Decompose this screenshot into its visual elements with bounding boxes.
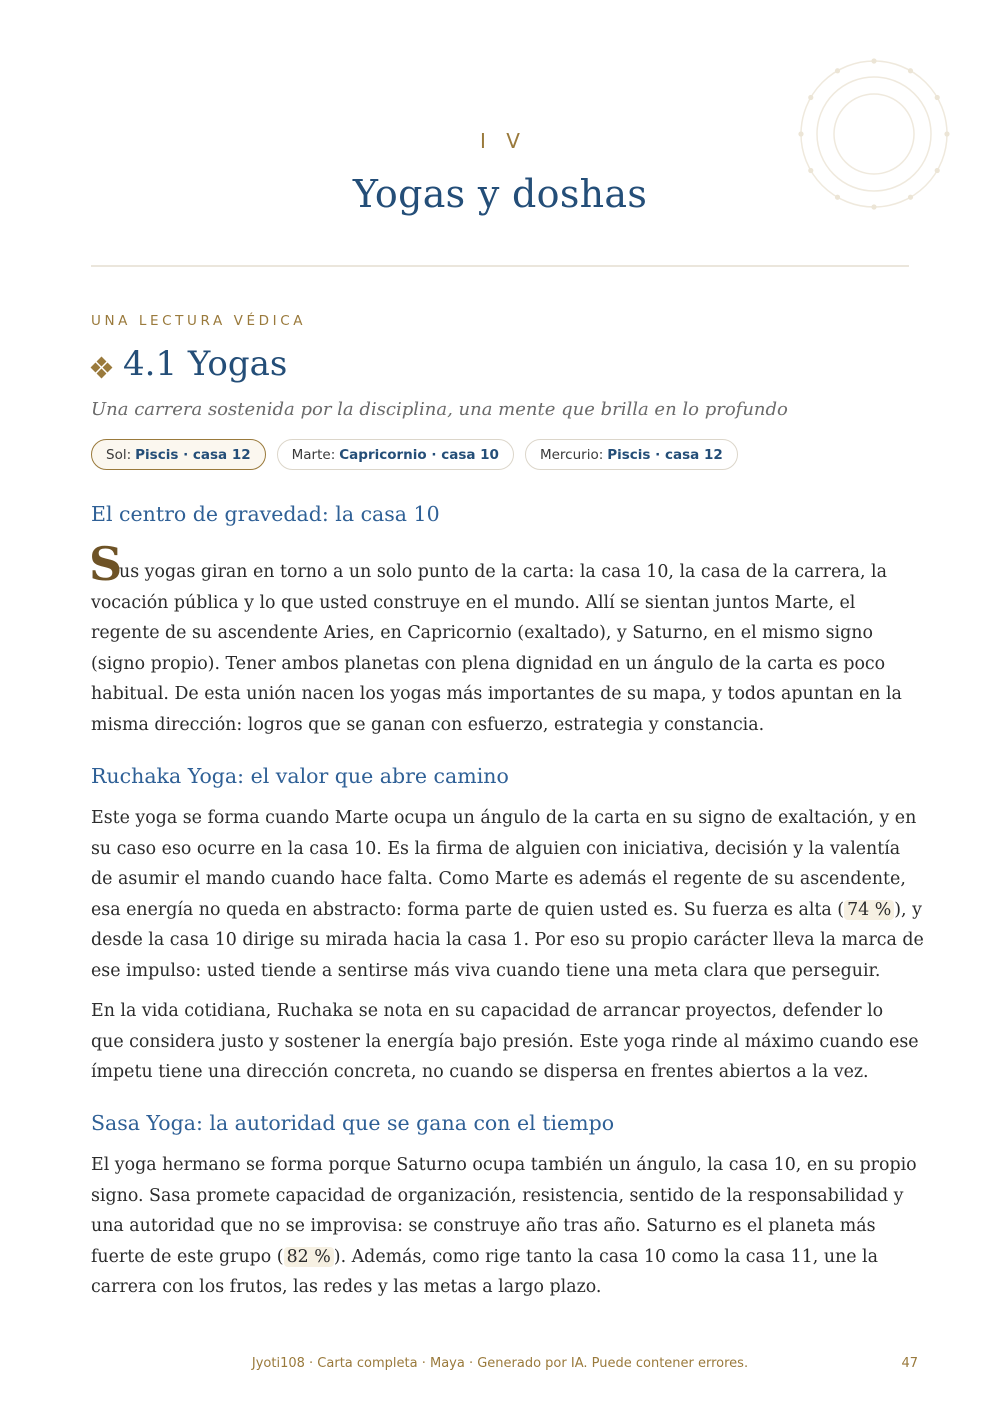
diamond-icon <box>91 357 113 379</box>
ornament-dot <box>835 68 840 73</box>
subheading-ruchaka: Ruchaka Yoga: el valor que abre camino <box>91 764 509 788</box>
section-kicker: UNA LECTURA VÉDICA <box>91 313 307 329</box>
text-line: El yoga hermano se forma porque Saturno ocupa también un ángulo, la casa 10, en su propio <box>91 1155 917 1175</box>
chapter-title: Yogas y doshas <box>352 172 648 216</box>
text-line: signo. Sasa promete capacidad de organización, resistencia, sentido de la responsabilidad y <box>91 1185 904 1206</box>
text-line: ese impulso: usted tiende a sentirse más viva cuando tiene una meta clara que perseguir. <box>91 960 881 981</box>
chip-sol[interactable] <box>91 439 266 470</box>
chip-label: Sol: <box>106 446 132 463</box>
chip-value: Piscis · casa 12 <box>607 446 723 463</box>
text-line: us yogas giran en torno a un solo punto de la carta: la casa 10, la casa de la carrera, la <box>119 562 887 582</box>
text-segment: ). Además, como rige tanto la casa 10 como la casa 11, une la <box>333 1246 878 1267</box>
text-line: que considera justo y sostener la energía bajo presión. Este yoga rinde al máximo cuando ese <box>91 1031 919 1052</box>
strength-badge: 74 % <box>844 900 894 920</box>
text-line: ímpetu tiene una dirección concreta, no cuando se dispersa en frentes abiertos a la vez. <box>91 1062 869 1083</box>
text-line: desde la casa 10 dirige su mirada hacia la casa 1. Por eso su propio carácter lleva la marca de <box>91 930 924 951</box>
chip-marte[interactable] <box>277 439 514 470</box>
section-heading <box>91 344 287 384</box>
text-line: su caso eso ocurre en la casa 10. Es la firma de alguien con iniciativa, decisión y la valentía <box>91 838 901 859</box>
text-line: En la vida cotidiana, Ruchaka se nota en su capacidad de arrancar proyectos, defender lo <box>91 1001 884 1021</box>
text-line: Este yoga se forma cuando Marte ocupa un ángulo de la carta en su signo de exaltación, y en <box>91 808 917 828</box>
text-segment: fuerte de este grupo ( <box>91 1246 284 1267</box>
text-line <box>91 1242 911 1273</box>
subheading-sasa: Sasa Yoga: la autoridad que se gana con el tiempo <box>91 1111 615 1135</box>
drop-cap: S <box>89 537 123 591</box>
chip-value: Piscis · casa 12 <box>135 446 251 463</box>
section-title: 4.1 Yogas <box>123 344 288 384</box>
chip-mercurio[interactable] <box>525 439 738 470</box>
strength-badge: 82 % <box>284 1247 334 1267</box>
page-number: 47 <box>901 1356 918 1371</box>
paragraph-ruchaka-1 <box>91 803 924 987</box>
footer-text: Jyoti108 · Carta completa · Maya · Generado por IA. Puede contener errores. <box>251 1356 749 1371</box>
paragraph-casa-10 <box>91 557 911 741</box>
text-line: (signo propio). Tener ambos planetas con plena dignidad en un ángulo de la carta es poco <box>91 653 886 674</box>
text-segment: ), y <box>894 899 922 920</box>
section-subtitle: Una carrera sostenida por la disciplina, una mente que brilla en lo profundo <box>91 399 788 420</box>
text-line: carrera con los frutos, las redes y las metas a largo plazo. <box>91 1277 602 1298</box>
text-line: misma dirección: logros que se ganan con esfuerzo, estrategia y constancia. <box>91 714 765 735</box>
chip-label: Mercurio: <box>539 446 604 463</box>
paragraph-ruchaka-2 <box>91 996 919 1088</box>
ornament-dot <box>808 95 813 100</box>
chip-label: Marte: <box>291 446 336 463</box>
text-line <box>91 895 922 926</box>
text-line: habitual. De esta unión nacen los yogas más importantes de su mapa, y todos apuntan en la <box>91 684 902 705</box>
subheading-casa-10: El centro de gravedad: la casa 10 <box>91 502 440 526</box>
chip-value: Capricornio · casa 10 <box>339 446 499 463</box>
ornament-dot <box>935 95 940 100</box>
paragraph-sasa <box>91 1150 917 1303</box>
text-line: de asumir el mando cuando hace falta. Como Marte es además el regente de su ascendente, <box>91 869 906 890</box>
chapter-number: I V <box>480 129 527 153</box>
text-line: una autoridad que no se improvisa: se construye año tras año. Saturno es el planeta más <box>91 1216 876 1237</box>
text-segment: esa energía no queda en abstracto: forma parte de quien usted es. Su fuerza es alta ( <box>91 899 845 920</box>
text-line: vocación pública y lo que usted construye en el mundo. Allí se sientan juntos Marte, el <box>91 592 856 613</box>
divider <box>91 265 909 267</box>
planet-chips <box>91 439 738 470</box>
ornament-dot <box>871 58 876 63</box>
text-line: regente de su ascendente Aries, en Capricornio (exaltado), y Saturno, en el mismo signo <box>91 623 873 644</box>
ornament-dot <box>908 68 913 73</box>
